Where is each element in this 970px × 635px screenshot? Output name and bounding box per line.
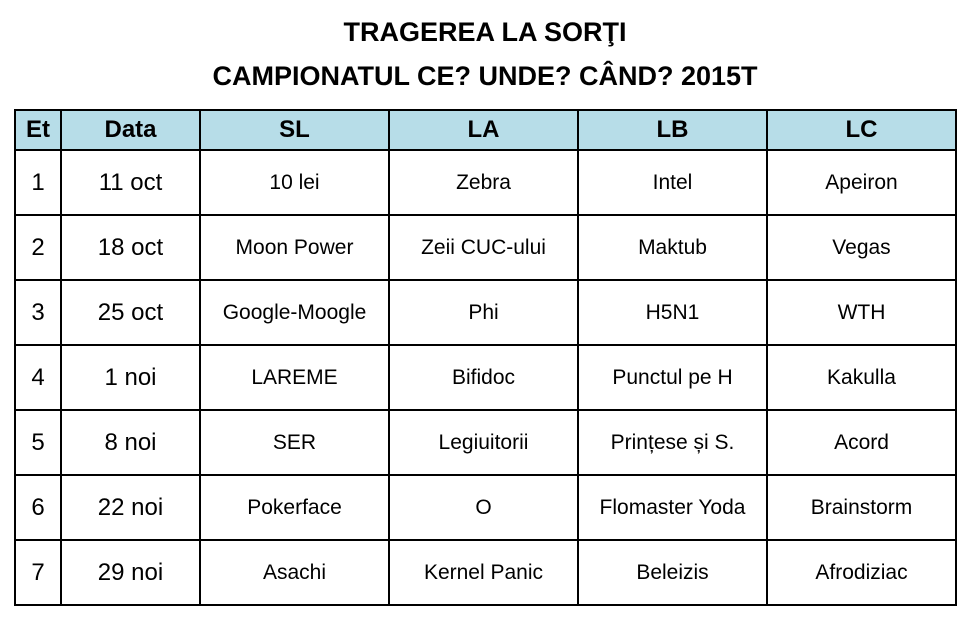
cell-lc: Brainstorm bbox=[767, 475, 956, 540]
table-row bbox=[15, 540, 956, 605]
cell-la: Phi bbox=[389, 280, 578, 345]
draw-schedule-table bbox=[14, 109, 957, 606]
cell-et: 5 bbox=[15, 410, 61, 475]
table-row bbox=[15, 475, 956, 540]
cell-date: 18 oct bbox=[61, 215, 200, 280]
cell-lb: Beleizis bbox=[578, 540, 767, 605]
column-header-la: LA bbox=[389, 110, 578, 150]
cell-et: 2 bbox=[15, 215, 61, 280]
cell-lc: WTH bbox=[767, 280, 956, 345]
cell-et: 6 bbox=[15, 475, 61, 540]
cell-lb: Prințese și S. bbox=[578, 410, 767, 475]
table-row bbox=[15, 150, 956, 215]
cell-lb: Flomaster Yoda bbox=[578, 475, 767, 540]
cell-et: 1 bbox=[15, 150, 61, 215]
cell-date: 1 noi bbox=[61, 345, 200, 410]
column-header-et: Et bbox=[15, 110, 61, 150]
cell-la: Bifidoc bbox=[389, 345, 578, 410]
column-header-lb: LB bbox=[578, 110, 767, 150]
table-row bbox=[15, 345, 956, 410]
cell-sl: 10 lei bbox=[200, 150, 389, 215]
cell-lb: H5N1 bbox=[578, 280, 767, 345]
cell-la: O bbox=[389, 475, 578, 540]
cell-lc: Afrodiziac bbox=[767, 540, 956, 605]
cell-et: 7 bbox=[15, 540, 61, 605]
cell-lb: Intel bbox=[578, 150, 767, 215]
cell-lc: Vegas bbox=[767, 215, 956, 280]
cell-et: 4 bbox=[15, 345, 61, 410]
cell-lc: Acord bbox=[767, 410, 956, 475]
cell-la: Kernel Panic bbox=[389, 540, 578, 605]
cell-date: 22 noi bbox=[61, 475, 200, 540]
cell-lc: Apeiron bbox=[767, 150, 956, 215]
cell-lc: Kakulla bbox=[767, 345, 956, 410]
cell-la: Zeii CUC-ului bbox=[389, 215, 578, 280]
cell-et: 3 bbox=[15, 280, 61, 345]
table-row bbox=[15, 280, 956, 345]
cell-sl: SER bbox=[200, 410, 389, 475]
cell-sl: LAREME bbox=[200, 345, 389, 410]
cell-sl: Moon Power bbox=[200, 215, 389, 280]
page-title-line-2: CAMPIONATUL CE? UNDE? CÂND? 2015T bbox=[212, 61, 758, 91]
cell-sl: Google-Moogle bbox=[200, 280, 389, 345]
column-header-lc: LC bbox=[767, 110, 956, 150]
table-row bbox=[15, 410, 956, 475]
cell-date: 8 noi bbox=[61, 410, 200, 475]
column-header-sl: SL bbox=[200, 110, 389, 150]
cell-lb: Punctul pe H bbox=[578, 345, 767, 410]
cell-sl: Pokerface bbox=[200, 475, 389, 540]
cell-lb: Maktub bbox=[578, 215, 767, 280]
cell-la: Zebra bbox=[389, 150, 578, 215]
cell-date: 29 noi bbox=[61, 540, 200, 605]
cell-la: Legiuitorii bbox=[389, 410, 578, 475]
page-title-line-1: TRAGEREA LA SORŢI bbox=[343, 17, 627, 47]
column-header-data: Data bbox=[61, 110, 200, 150]
table-row bbox=[15, 215, 956, 280]
table-header-row bbox=[15, 110, 956, 150]
cell-date: 25 oct bbox=[61, 280, 200, 345]
cell-sl: Asachi bbox=[200, 540, 389, 605]
cell-date: 11 oct bbox=[61, 150, 200, 215]
